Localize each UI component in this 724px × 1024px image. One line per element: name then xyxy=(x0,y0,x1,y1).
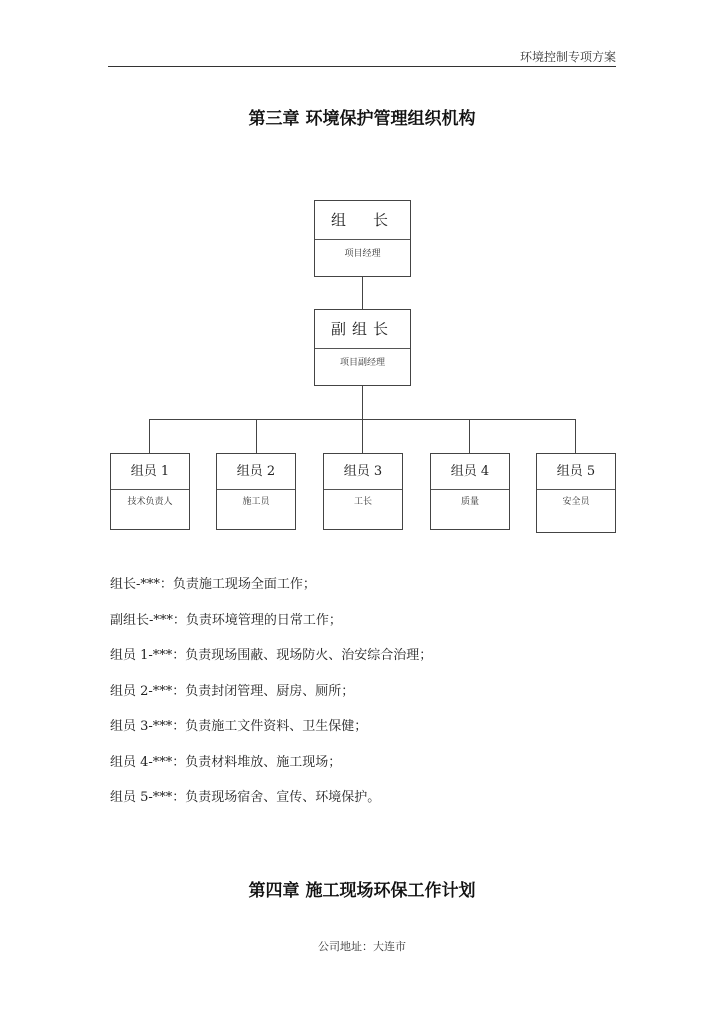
chapter-3-title: 第三章 环境保护管理组织机构 xyxy=(248,109,476,129)
member-box-5 xyxy=(536,453,616,533)
deputy-box xyxy=(314,309,411,386)
connector-member-2 xyxy=(256,419,257,453)
duty-item: 组员 4-***：负责材料堆放、施工现场； xyxy=(110,754,342,770)
member-role: 组员 2 xyxy=(217,454,295,490)
duty-item: 组员 2-***：负责封闭管理、厨房、厕所； xyxy=(110,683,355,699)
member-role: 组员 3 xyxy=(324,454,402,490)
connector-member-3 xyxy=(362,419,363,453)
connector-member-4 xyxy=(469,419,470,453)
page-header-title: 环境控制专项方案 xyxy=(519,50,616,64)
connector-leader-deputy xyxy=(362,277,363,309)
member-position: 施工员 xyxy=(242,497,270,507)
member-position: 技术负责人 xyxy=(127,497,173,507)
member-position: 安全员 xyxy=(562,497,590,507)
deputy-role: 副组长 xyxy=(315,310,410,349)
header-rule xyxy=(108,66,616,67)
duty-item: 组员 1-***：负责现场围蔽、现场防火、治安综合治理； xyxy=(110,648,433,663)
member-position: 质量 xyxy=(460,497,479,507)
leader-role: 组 长 xyxy=(315,201,410,240)
duty-item: 副组长-***：负责环境管理的日常工作； xyxy=(110,612,342,628)
leader-box xyxy=(314,200,411,277)
member-box-1 xyxy=(110,453,190,530)
chapter-4-title: 第四章 施工现场环保工作计划 xyxy=(248,881,476,901)
member-position: 工长 xyxy=(353,497,372,507)
duty-item: 组长-***：负责施工现场全面工作； xyxy=(110,577,316,592)
connector-member-5 xyxy=(575,419,576,453)
duty-item: 组员 5-***：负责现场宿舍、宣传、环境保护。 xyxy=(110,790,381,805)
member-box-3 xyxy=(323,453,403,530)
member-role: 组员 4 xyxy=(431,454,509,490)
member-box-4 xyxy=(430,453,510,530)
leader-position: 项目经理 xyxy=(344,249,381,259)
member-box-2 xyxy=(216,453,296,530)
connector-member-1 xyxy=(149,419,150,453)
footer-address: 公司地址：大连市 xyxy=(318,940,406,953)
connector-deputy-bus xyxy=(362,386,363,420)
member-role: 组员 5 xyxy=(537,454,615,490)
duty-item: 组员 3-***：负责施工文件资料、卫生保健； xyxy=(110,719,368,734)
member-role: 组员 1 xyxy=(111,454,189,490)
deputy-position: 项目副经理 xyxy=(339,358,385,368)
duties-list xyxy=(110,575,610,824)
